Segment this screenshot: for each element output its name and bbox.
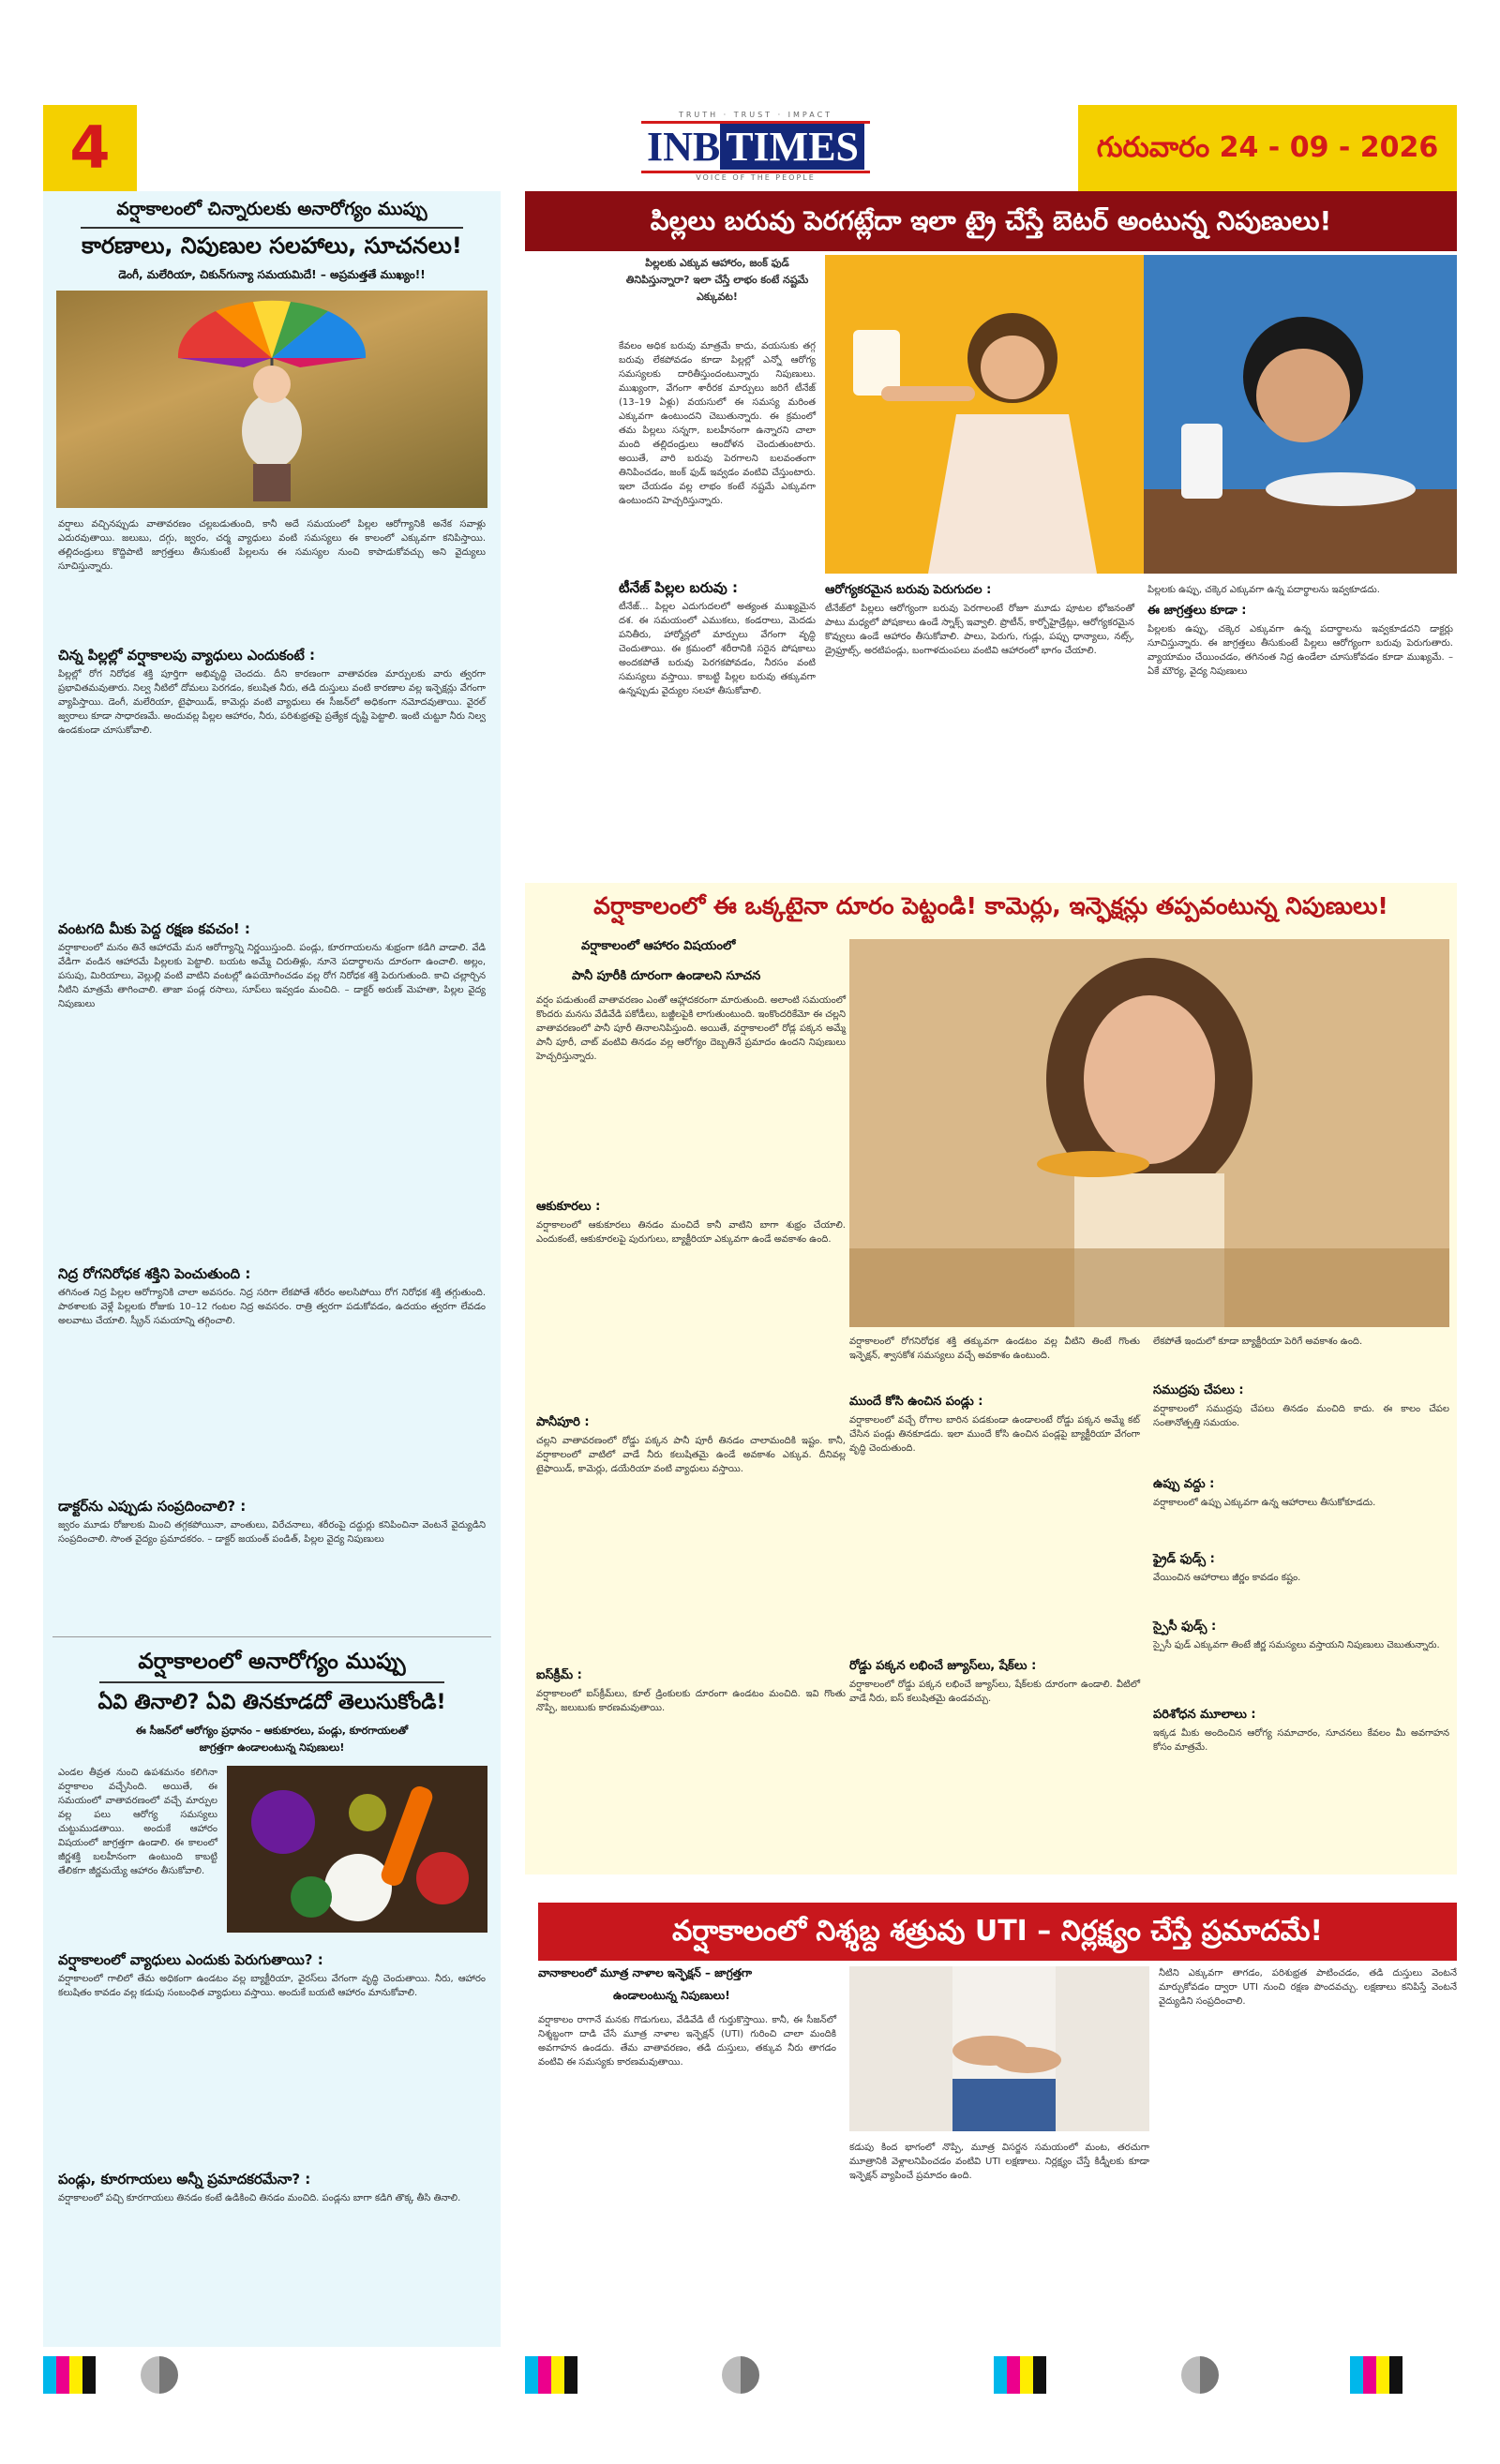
article-paragraph: నీటిని ఎక్కువగా తాగడం, పరిశుభ్రత పాటించడం, తడి దుస్తులు వెంటనే మార్చుకోవడం ద్వారా UTI నుంచి రక్షణ పొందవచ్చు. లక్షణాలు కనిపిస్తే వెంటనే వైద్యుడిని సంప్రదించాలి. xyxy=(1159,1968,1457,2007)
section-subhead: పానీపూరి : xyxy=(536,1415,590,1429)
article-subhead: డెంగీ, మలేరియా, చికున్‌గున్యా సమయమిదే! – అప్రమత్తతే ముఖ్యం!! xyxy=(118,268,426,281)
article-paragraph: టీనేజ్... పిల్లల ఎదుగుదలలో అత్యంత ముఖ్యమైన దశ. ఈ సమయంలో ఎముకలు, కండరాలు, మెదడు పనితీరు, హార్మోన్లలో మార్పులు వేగంగా వృద్ధి చెందుతాయి. ఈ క్రమంలో శరీరానికి సరైన పోషకాలు అందకపోతే బరువు పెరగకపోవడం, నీరసం వంటి సమస్యలు వస్తాయి. కాబట్టి పిల్లల బరువు తక్కువగా ఉన్నప్పుడు వైద్యుల సలహా తీసుకోవాలి. xyxy=(619,602,816,696)
article-paragraph: ఇక్కడ మీకు అందించిన ఆరోగ్య సమాచారం, సూచనలు కేవలం మీ అవగాహన కోసం మాత్రమే. xyxy=(1153,1728,1449,1753)
article-subhead-2: ఉండాలంటున్న నిపుణులు! xyxy=(613,1989,730,2002)
section-subhead: సముద్రపు చేపలు : xyxy=(1153,1383,1244,1397)
article-paragraph: వర్షాకాలంలో రోగనిరోధక శక్తి తక్కువగా ఉండటం వల్ల వీటిని తింటే గొంతు ఇన్ఫెక్షన్, శ్వాసకోశ సమస్యలు వచ్చే అవకాశం ఉంటుంది. xyxy=(849,1337,1140,1361)
section-subhead: చిన్న పిల్లల్లో వర్షాకాలపు వ్యాధులు ఎందుకంటే : xyxy=(58,647,316,664)
section-subhead: స్పైసీ ఫుడ్స్ : xyxy=(1153,1620,1217,1634)
section-subhead: వర్షాకాలంలో వ్యాధులు ఎందుకు పెరుగుతాయి? : xyxy=(58,1951,323,1968)
color-registration-bar xyxy=(43,2356,96,2394)
article-divider xyxy=(52,1636,491,1637)
article-paragraph: స్పైసీ ఫుడ్ ఎక్కువగా తింటే జీర్ణ సమస్యలు వస్తాయని నిపుణులు చెబుతున్నారు. xyxy=(1153,1640,1440,1650)
article-subhead: ఈ సీజన్‌లో ఆరోగ్యం ప్రధానం – ఆకుకూరలు, పండ్లు, కూరగాయలతో xyxy=(135,1725,409,1737)
article-headline: వర్షాకాలంలో ఈ ఒక్కటైనా దూరం పెట్టండి! కామెర్లు, ఇన్ఫెక్షన్లు తప్పవంటున్న నిపుణులు! xyxy=(593,892,1388,919)
article-paragraph: తగినంత నిద్ర పిల్లల ఆరోగ్యానికి చాలా అవసరం. నిద్ర సరిగా లేకపోతే శరీరం అలసిపోయి రోగ నిరోధక శక్తి తగ్గుతుంది. పాఠశాలకు వెళ్లే పిల్లలకు రోజుకు 10–12 గంటల నిద్ర అవసరం. రాత్రి త్వరగా పడుకోవడం, ఉదయం త్వరగా లేవడం అలవాటు చేయాలి. స్క్రీన్ సమయాన్ని తగ్గించాలి. xyxy=(58,1288,486,1326)
headline-rule xyxy=(99,1681,444,1683)
article-subhead: పిల్లలకు ఎక్కువ ఆహారం, జంక్ ఫుడ్ తినిపిస్తున్నారా? ఇలా చేస్తే లాభం కంటే నష్టమే ఎక్కువట! xyxy=(625,257,809,303)
article-paragraph: వర్షాకాలంలో ఉప్పు ఎక్కువగా ఉన్న ఆహారాలు తీసుకోకూడదు. xyxy=(1153,1498,1376,1508)
logo-times: TIMES xyxy=(720,124,864,170)
article-paragraph: వర్షాకాలంలో ఆకుకూరలు తినడం మంచిదే కానీ వాటిని బాగా శుభ్రం చేయాలి. ఎందుకంటే, ఆకుకూరలపై పురుగులు, బ్యాక్టీరియా ఎక్కువగా ఉండే అవకాశం ఉంది. xyxy=(536,1220,846,1245)
boy-illustration xyxy=(1144,255,1457,574)
logo-top-text: TRUTH · TRUST · IMPACT xyxy=(678,111,833,119)
abdomen-illustration xyxy=(849,1966,1149,2131)
section-subhead: ముందే కోసి ఉంచిన పండ్లు : xyxy=(849,1395,983,1409)
registration-circle xyxy=(141,2356,178,2394)
article-paragraph: జ్వరం మూడు రోజులకు మించి తగ్గకపోయినా, వాంతులు, విరేచనాలు, శరీరంపై దద్దుర్లు కనిపించినా వెంటనే వైద్యుడిని సంప్రదించాలి. సొంత వైద్యం ప్రమాదకరం. – డాక్టర్ జయంత్ పండిత్, పిల్లల వైద్య నిపుణులు xyxy=(58,1520,486,1545)
newspaper-logo[interactable] xyxy=(634,111,878,186)
article-paragraph: పిల్లల్లో రోగ నిరోధక శక్తి పూర్తిగా అభివృద్ధి చెందదు. దీని కారణంగా వాతావరణ మార్పులకు వారు త్వరగా ప్రభావితమవుతారు. నిల్వ నీటిలో దోమలు పెరగడం, కలుషిత నీరు, తడి దుస్తులు వంటి కారణాల వల్ల ఇన్ఫెక్షన్లు వేగంగా వ్యాపిస్తాయి. డెంగీ, మలేరియా, టైఫాయిడ్, కామెర్లు వంటి వ్యాధులు ఈ సీజన్‌లో అధికంగా నమోదవుతాయి. వైరల్ జ్వరాలు కూడా సాధారణమే. అందువల్ల పిల్లల ఆహారం, నీరు, పరిశుభ్రతపై ప్రత్యేక దృష్టి పెట్టాలి. ఇంటి చుట్టూ నీరు నిల్వ ఉండకుండా చూసుకోవాలి. xyxy=(58,669,486,736)
article-paragraph: వర్షాకాలంలో రోడ్డు పక్కన లభించే జ్యూస్‌లు, షేక్‌లకు దూరంగా ఉండాలి. వీటిలో వాడే నీరు, ఐస్ కలుషితమై ఉండవచ్చు. xyxy=(849,1680,1140,1704)
article-paragraph: వర్షాకాలంలో గాలిలో తేమ అధికంగా ఉండటం వల్ల బ్యాక్టీరియా, వైరస్‌లు వేగంగా వృద్ధి చెందుతాయి. నీరు, ఆహారం కలుషితం కావడం వల్ల కడుపు సంబంధిత వ్యాధులు వస్తాయి. అందుకే బయటి ఆహారం మానుకోవాలి. xyxy=(58,1974,486,1998)
masthead xyxy=(43,105,1457,191)
article-paragraph: టీనేజ్‌లో పిల్లలు ఆరోగ్యంగా బరువు పెరగాలంటే రోజూ మూడు పూటల భోజనంతో పాటు మధ్యలో పోషకాలు ఉండే స్నాక్స్ ఇవ్వాలి. ప్రొటీన్, కార్బోహైడ్రేట్లు, ఆరోగ్యకరమైన కొవ్వులు ఉండే ఆహారం తీసుకోవాలి. పాలు, పెరుగు, గుడ్లు, పప్పు ధాన్యాలు, నట్స్, డ్రైఫ్రూట్స్, అరటిపండ్లు, బంగాళదుంపలు వంటివి ఆహారంలో భాగం చేయాలి. xyxy=(825,604,1134,656)
headline-rule xyxy=(81,227,463,229)
section-subhead: ఫ్రైడ్ ఫుడ్స్ : xyxy=(1153,1552,1215,1566)
logo-tagline: VOICE OF THE PEOPLE xyxy=(696,173,816,182)
logo-wordmark xyxy=(641,121,870,173)
article-paragraph: ఎండల తీవ్రత నుంచి ఉపశమనం కలిగినా వర్షాకాలం వచ్చేసింది. అయితే, ఈ సమయంలో వాతావరణంలో వచ్చే మార్పుల వల్ల పలు ఆరోగ్య సమస్యలు చుట్టుముడతాయి. అందుకే ఆహారం విషయంలో జాగ్రత్తగా ఉండాలి. ఈ కాలంలో జీర్ణశక్తి బలహీనంగా ఉంటుంది కాబట్టి తేలికగా జీర్ణమయ్యే ఆహారం తీసుకోవాలి. xyxy=(58,1768,218,1876)
logo-inb: INB xyxy=(646,124,721,170)
article-paragraph: కేవలం అధిక బరువు మాత్రమే కాదు, వయసుకు తగ్గ బరువు లేకపోవడం కూడా పిల్లల్లో ఎన్నో ఆరోగ్య సమస్యలకు దారితీస్తుందంటున్నారు నిపుణులు. ముఖ్యంగా, వేగంగా శారీరక మార్పులు జరిగే టీనేజ్ (13–19 ఏళ్లు) వయసులో ఈ సమస్య మరింత ఎక్కువగా ఉంటుందని చెబుతున్నారు. ఈ క్రమంలో తమ పిల్లలు సన్నగా, బలహీనంగా ఉన్నారని చాలా మంది తల్లిదండ్రులు ఆందోళన చెందుతుంటారు. అయితే, వారి బరువు పెరగాలని బలవంతంగా తినిపించడం, జంక్ ఫుడ్ ఇవ్వడం వంటివి చేస్తుంటారు. ఇలా చేయడం వల్ల లాభం కంటే నష్టమే ఎక్కువగా ఉంటుందని హెచ్చరిస్తున్నారు. xyxy=(619,341,816,506)
article-paragraph: వర్షాకాలంలో పచ్చి కూరగాయలు తినడం కంటే ఉడికించి తినడం మంచిది. పండ్లను బాగా కడిగి తొక్క తీసి తినాలి. xyxy=(58,2193,461,2203)
color-registration-bar xyxy=(994,2356,1046,2394)
article-paragraph: చల్లని వాతావరణంలో రోడ్డు పక్కన పానీ పూరీ తినడం చాలామందికి ఇష్టం. కానీ, వర్షాకాలంలో వాటిలో వాడే నీరు కలుషితమై ఉండే అవకాశం ఎక్కువ. దీనివల్ల టైఫాయిడ్, కామెర్లు, డయేరియా వంటి వ్యాధులు వస్తాయి. xyxy=(536,1436,846,1474)
article-paragraph: వర్షాకాలంలో మనం తినే ఆహారమే మన ఆరోగ్యాన్ని నిర్ణయిస్తుంది. పండ్లు, కూరగాయలను శుభ్రంగా కడిగి వాడాలి. వేడి వేడిగా వండిన ఆహారమే పిల్లలకు పెట్టాలి. బయట అమ్మే చిరుతిళ్లు, నూనె పదార్థాలను దూరంగా ఉంచాలి. అల్లం, పసుపు, మిరియాలు, వెల్లుల్లి వంటి వాటిని వంటల్లో ఉపయోగించడం వల్ల రోగ నిరోధక శక్తి పెరుగుతుంది. కాచి చల్లార్చిన నీటిని మాత్రమే తాగించాలి. తాజా పండ్ల రసాలు, సూప్‌లు ఇవ్వడం మంచిది. – డాక్టర్ అరుణ్ మెహతా, పిల్లల వైద్య నిపుణులు xyxy=(58,943,486,1009)
section-subhead: పరిశోధన మూలాలు : xyxy=(1153,1708,1256,1722)
article-subhead-2: పానీ పూరీకి దూరంగా ఉండాలని సూచన xyxy=(572,969,761,983)
abdominal-pain-photo xyxy=(849,1966,1149,2131)
color-registration-bar xyxy=(1350,2356,1402,2394)
article-paragraph: కడుపు కింద భాగంలో నొప్పి, మూత్ర విసర్జన సమయంలో మంట, తరచుగా మూత్రానికి వెళ్లాలనిపించడం వంటివి UTI లక్షణాలు. నిర్లక్ష్యం చేస్తే కిడ్నీలకు కూడా ఇన్ఫెక్షన్ వ్యాపించే ప్రమాదం ఉంది. xyxy=(849,2143,1149,2181)
left-column xyxy=(43,191,501,2347)
woman-eating-photo xyxy=(849,939,1449,1327)
section-subhead: ఐస్‌క్రీమ్ : xyxy=(536,1668,582,1682)
article-paragraph: వేయించిన ఆహారాలు జీర్ణం కావడం కష్టం. xyxy=(1153,1573,1301,1583)
registration-circle xyxy=(1181,2356,1219,2394)
article-subhead-2: జాగ్రత్తగా ఉండాలంటున్న నిపుణులు! xyxy=(199,1741,345,1754)
girl-milk-photo xyxy=(825,255,1144,574)
section-subhead: ఉప్పు వద్దు : xyxy=(1153,1477,1215,1491)
article-headline: వర్షాకాలంలో చిన్నారులకు అనారోగ్యం ముప్పు xyxy=(116,199,428,219)
section-subhead: డాక్టర్‌ను ఎప్పుడు సంప్రదించాలి? : xyxy=(58,1498,247,1515)
section-subhead: ఆకుకూరలు : xyxy=(536,1200,601,1214)
article-paragraph: పిల్లలకు ఉప్పు, చక్కెర ఎక్కువగా ఉన్న పదార్థాలను ఇవ్వకూడదు. xyxy=(1148,585,1380,595)
issue-date: గురువారం 24 - 09 - 2026 xyxy=(1078,105,1457,191)
article-paragraph: వర్షాకాలం రాగానే మనకు గొడుగులు, వేడివేడి టీ గుర్తుకొస్తాయి. కానీ, ఈ సీజన్‌లో నిశ్శబ్దంగా దాడి చేసే మూత్ర నాళాల ఇన్ఫెక్షన్ (UTI) గురించి చాలా మందికి అవగాహన ఉండదు. తేమ వాతావరణం, తడి దుస్తులు, తక్కువ నీరు తాగడం వంటివి ఈ సమస్యకు కారణమవుతాయి. xyxy=(538,2015,836,2068)
woman-illustration xyxy=(849,939,1449,1327)
section-subhead: ఈ జాగ్రత్తలు కూడా : xyxy=(1148,604,1247,618)
girl-illustration xyxy=(825,255,1144,574)
page-number: 4 xyxy=(43,105,137,191)
umbrella-illustration xyxy=(56,291,488,508)
section-subhead: ఆరోగ్యకరమైన బరువు పెరుగుదల : xyxy=(825,583,992,597)
article-paragraph: వర్షాకాలంలో వచ్చే రోగాల బారిన పడకుండా ఉండాలంటే రోడ్డు పక్కన అమ్మే కట్ చేసిన పండ్లు తినకూడదు. ఇలా ముందే కోసి ఉంచిన పండ్లపై బ్యాక్టీరియా వేగంగా వృద్ధి చెందుతుంది. xyxy=(849,1415,1140,1454)
child-umbrella-photo xyxy=(56,291,488,508)
article-subhead: వానాకాలంలో మూత్ర నాళాల ఇన్ఫెక్షన్ – జాగ్రత్తగా xyxy=(538,1966,753,1979)
boy-eating-photo xyxy=(1144,255,1457,574)
article-headline: వర్షాకాలంలో అనారోగ్యం ముప్పు xyxy=(138,1650,406,1674)
vegetables-photo xyxy=(227,1766,488,1933)
section-subhead: టీనేజ్ పిల్లల బరువు : xyxy=(619,579,738,596)
vegetables-illustration xyxy=(227,1766,488,1933)
section-subhead: వంటగది మీకు పెద్ద రక్షణ కవచం! : xyxy=(58,920,250,937)
color-registration-bar xyxy=(525,2356,578,2394)
article-paragraph: పిల్లలకు ఉప్పు, చక్కెర ఎక్కువగా ఉన్న పదార్థాలను ఇవ్వకూడదని డాక్టర్లు సూచిస్తున్నారు. ఈ జాగ్రత్తలు తీసుకుంటే పిల్లలు ఆరోగ్యంగా బరువు పెరుగుతారు. వ్యాయామం చేయించడం, తగినంత నిద్ర ఉండేలా చూసుకోవడం కూడా ముఖ్యమే. – ఏకే మౌర్య, వైద్య నిపుణులు xyxy=(1148,624,1453,677)
section-subhead: పండ్లు, కూరగాయలు అన్నీ ప్రమాదకరమేనా? : xyxy=(58,2171,311,2188)
article-paragraph: వర్షాకాలంలో ఐస్‌క్రీమ్‌లు, కూల్ డ్రింకులకు దూరంగా ఉండటం మంచిది. ఇవి గొంతు నొప్పి, జలుబుకు కారణమవుతాయి. xyxy=(536,1689,846,1713)
article-headline-2: కారణాలు, నిపుణుల సలహాలు, సూచనలు! xyxy=(82,232,462,259)
article-paragraph: లేకపోతే ఇందులో కూడా బ్యాక్టీరియా పెరిగే అవకాశం ఉంది. xyxy=(1153,1337,1363,1347)
article-subhead: వర్షాకాలంలో ఆహారం విషయంలో xyxy=(581,939,736,953)
article-paragraph: వర్షాకాలంలో సముద్రపు చేపలు తినడం మంచిది కాదు. ఈ కాలం చేపల సంతానోత్పత్తి సమయం. xyxy=(1153,1404,1449,1428)
article-headline-2: ఏవి తినాలి? ఏవి తినకూడదో తెలుసుకోండి! xyxy=(98,1691,446,1714)
article-paragraph: వర్షాలు వచ్చినప్పుడు వాతావరణం చల్లబడుతుంది, కానీ అదే సమయంలో పిల్లల ఆరోగ్యానికి అనేక సవాళ్లు ఎదురవుతాయి. జలుబు, దగ్గు, జ్వరం, చర్మ వ్యాధులు వంటి సమస్యలు ఈ కాలంలో ఎక్కువగా కనిపిస్తాయి. తల్లిదండ్రులు కొద్దిపాటి జాగ్రత్తలు తీసుకుంటే పిల్లలను ఈ సమస్యల నుంచి కాపాడుకోవచ్చు అని వైద్యులు సూచిస్తున్నారు. xyxy=(58,519,486,572)
article-headline-band: పిల్లలు బరువు పెరగట్లేదా ఇలా ట్రై చేస్తే బెటర్ అంటున్న నిపుణులు! xyxy=(525,191,1457,251)
article-paragraph: వర్షం పడుతుంటే వాతావరణం ఎంతో ఆహ్లాదకరంగా మారుతుంది. అలాంటి సమయంలో కొందరు మనసు వేడివేడి పకోడీలు, బజ్జీలపైకి లాగుతుంటుంది. ఇంకొందరికేమో ఈ చల్లని వాతావరణంలో పానీ పూరీ తినాలనిపిస్తుంది. అయితే, వర్షాకాలంలో రోడ్ల పక్కన అమ్మే పానీ పూరీ, చాట్ వంటివి తినడం వల్ల ఆరోగ్యం దెబ్బతినే ప్రమాదం ఉందని నిపుణులు హెచ్చరిస్తున్నారు. xyxy=(536,995,846,1062)
section-subhead: నిద్ర రోగనిరోధక శక్తిని పెంచుతుంది : xyxy=(58,1265,251,1282)
article-headline-band: వర్షాకాలంలో నిశ్శబ్ద శత్రువు UTI – నిర్లక్ష్యం చేస్తే ప్రమాదమే! xyxy=(538,1903,1457,1961)
registration-circle xyxy=(722,2356,759,2394)
section-subhead: రోడ్డు పక్కన లభించే జ్యూస్‌లు, షేక్‌లు : xyxy=(849,1659,1037,1673)
